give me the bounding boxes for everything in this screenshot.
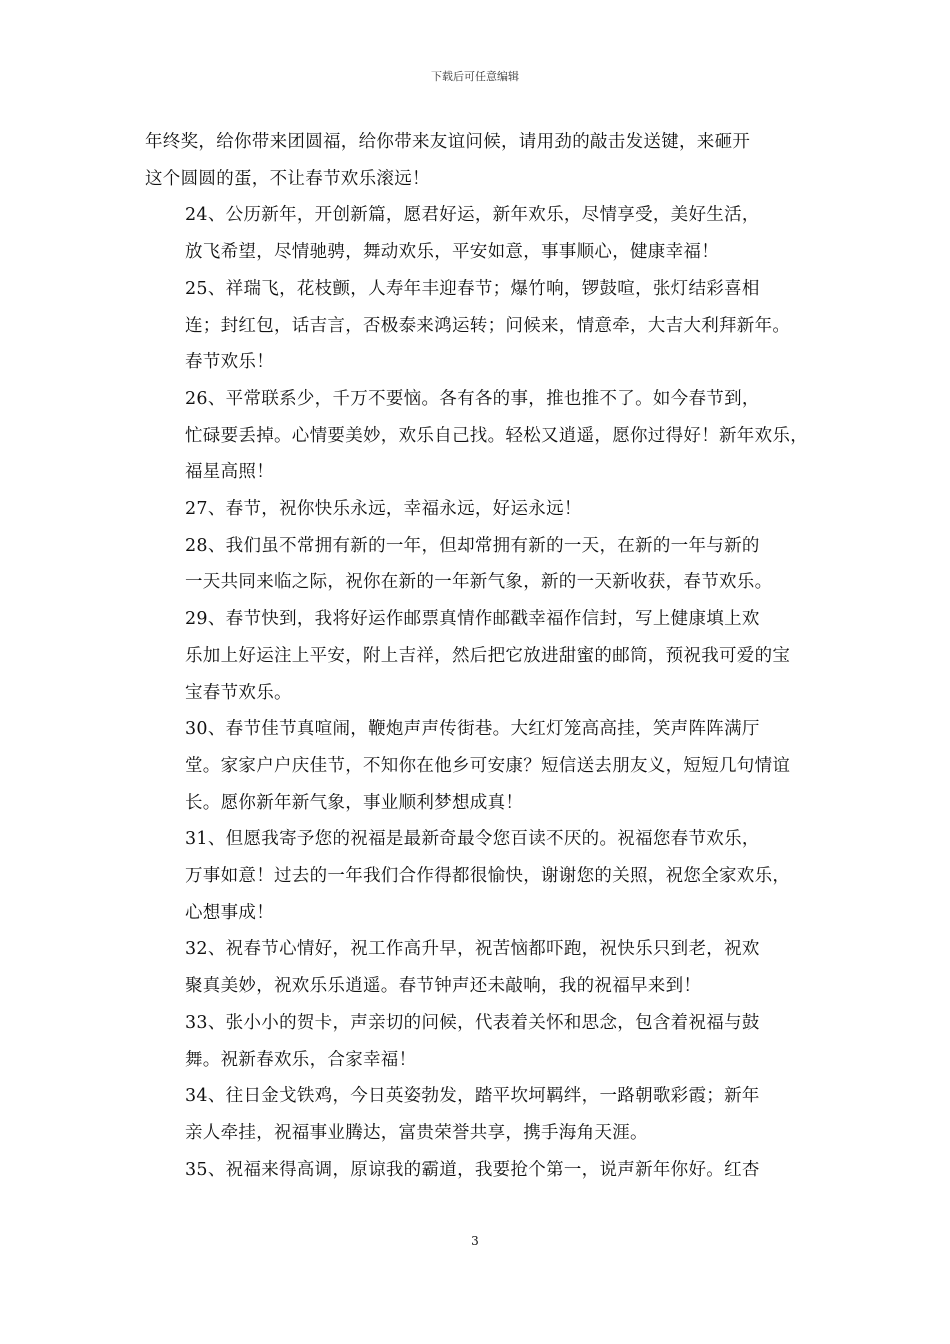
paragraph (145, 711, 813, 821)
text-line: 年终奖，给你带来团圆福，给你带来友谊问候，请用劲的敲击发送键，来砸开 (145, 132, 751, 152)
text-line: 30、春节佳节真喧闹，鞭炮声声传街巷。大红灯笼高高挂，笑声阵阵满厅 (185, 719, 760, 740)
text-line: 长。愿你新年新气象，事业顺利梦想成真！ (185, 792, 524, 813)
text-line: 春节欢乐！ (185, 352, 274, 373)
paragraph (145, 528, 813, 601)
text-line: 放飞希望，尽情驰骋，舞动欢乐，平安如意，事事顺心，健康幸福！ (185, 242, 719, 263)
text-line: 35、祝福来得高调，原谅我的霸道，我要抢个第一，说声新年你好。红杏 (185, 1159, 760, 1180)
text-line: 堂。家家户户庆佳节，不知你在他乡可安康？短信送去朋友义，短短几句情谊 (185, 755, 791, 776)
paragraph (145, 124, 813, 197)
text-line: 忙碌要丢掉。心情要美妙，欢乐自己找。轻松又逍遥，愿你过得好！新年欢乐， (185, 425, 808, 446)
text-line: 32、祝春节心情好，祝工作高升早，祝苦恼都吓跑，祝快乐只到老，祝欢 (185, 939, 760, 960)
text-line: 31、但愿我寄予您的祝福是最新奇最令您百读不厌的。祝福您春节欢乐， (185, 829, 760, 850)
text-line: 26、平常联系少，千万不要恼。各有各的事，推也推不了。如今春节到， (185, 388, 760, 409)
text-line: 34、往日金戈铁鸡，今日英姿勃发，踏平坎坷羁绊，一路朝歌彩霞；新年 (185, 1086, 760, 1107)
text-line: 乐加上好运注上平安，附上吉祥，然后把它放进甜蜜的邮筒，预祝我可爱的宝 (185, 645, 791, 666)
text-line: 福星高照！ (185, 462, 274, 483)
document-body (145, 124, 813, 1188)
text-line: 舞。祝新春欢乐，合家幸福！ (185, 1049, 417, 1070)
text-line: 聚真美妙，祝欢乐乐逍遥。春节钟声还未敲响，我的祝福早来到！ (185, 976, 702, 997)
paragraph (145, 601, 813, 711)
paragraph (145, 271, 813, 381)
paragraph (145, 381, 813, 491)
text-line: 27、春节，祝你快乐永远，幸福永远，好运永远！ (185, 499, 582, 520)
paragraph (145, 821, 813, 931)
page-header: 下载后可任意编辑 (431, 70, 519, 83)
paragraph (145, 197, 813, 270)
text-line: 这个圆圆的蛋，不让春节欢乐滚远！ (145, 168, 430, 189)
paragraph (145, 1078, 813, 1151)
text-line: 24、公历新年，开创新篇，愿君好运，新年欢乐，尽情享受，美好生活， (185, 205, 760, 226)
text-line: 万事如意！过去的一年我们合作得都很愉快，谢谢您的关照，祝您全家欢乐， (185, 866, 791, 887)
text-line: 33、张小小的贺卡，声亲切的问候，代表着关怀和思念，包含着祝福与鼓 (185, 1012, 760, 1033)
text-line: 一天共同来临之际，祝你在新的一年新气象，新的一天新收获，春节欢乐。 (185, 572, 773, 593)
paragraph (145, 1005, 813, 1078)
page-number: 3 (471, 1234, 479, 1248)
text-line: 连；封红包，话吉言，否极泰来鸿运转；问候来，情意牵，大吉大利拜新年。 (185, 315, 791, 336)
text-line: 28、我们虽不常拥有新的一年，但却常拥有新的一天，在新的一年与新的 (185, 535, 760, 556)
text-line: 29、春节快到，我将好运作邮票真情作邮戳幸福作信封，写上健康填上欢 (185, 609, 760, 630)
text-line: 25、祥瑞飞，花枝颤，人寿年丰迎春节；爆竹响，锣鼓喧，张灯结彩喜相 (185, 278, 760, 299)
paragraph (145, 491, 813, 528)
text-line: 心想事成！ (185, 902, 274, 923)
paragraph (145, 1152, 813, 1189)
text-line: 亲人牵挂，祝福事业腾达，富贵荣誉共享，携手海角天涯。 (185, 1122, 648, 1143)
paragraph (145, 931, 813, 1004)
text-line: 宝春节欢乐。 (185, 682, 292, 703)
